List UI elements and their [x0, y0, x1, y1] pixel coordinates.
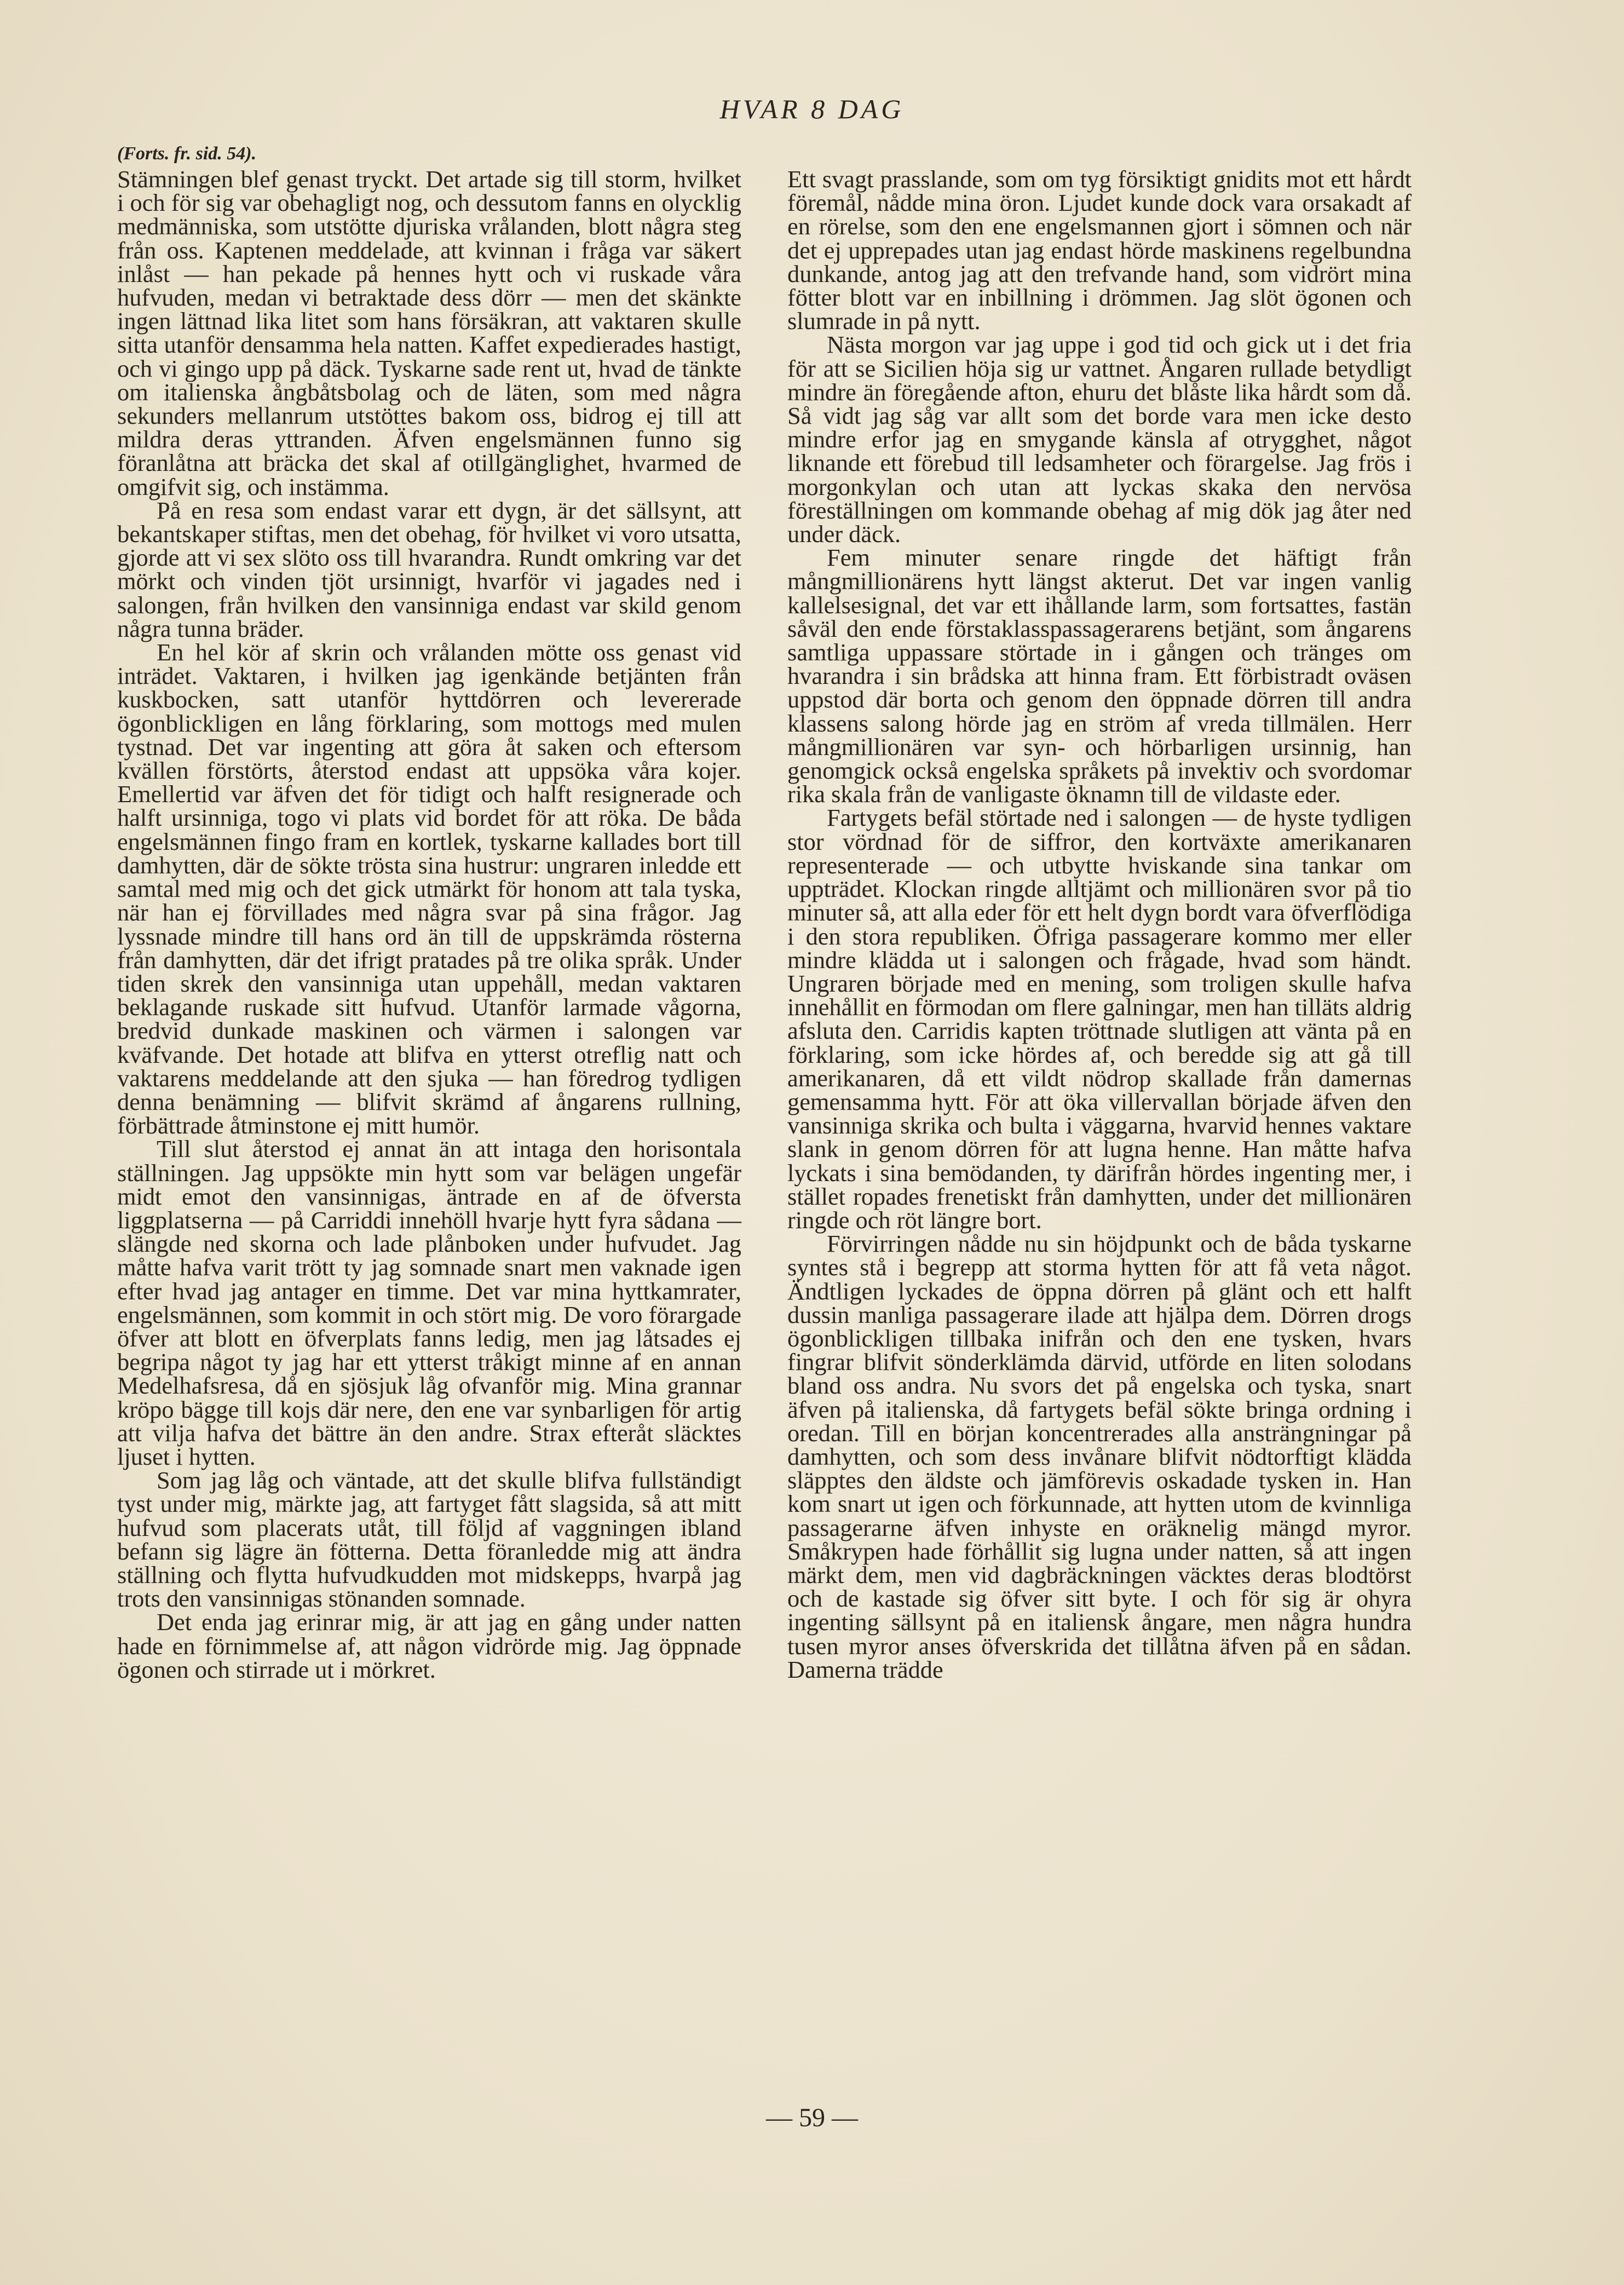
- continuation-note: (Forts. fr. sid. 54).: [117, 143, 257, 164]
- left-column: [117, 165, 741, 1683]
- page-number: — 59 —: [766, 2103, 858, 2132]
- paragraph: Ett svagt prasslande, som om tyg försiktigt gnidits mot ett hårdt föremål, nådde mina öron. Ljudet kunde dock vara orsakadt af en rörelse, som den ene engelsmannen gjort i sömnen och när det ej upprepades utan jag endast hörde maskinens regelbundna dunkande, antog jag att den trefvande hand, som vidrört mina fötter blott var en inbillning i drömmen. Jag slöt ögonen och slumrade in på nytt.: [787, 165, 1412, 335]
- paragraph: Fartygets befäl störtade ned i salongen — de hyste tydligen stor vördnad för de siffror, den kortväxte amerikanaren representerade — och utbytte hviskande sina tankar om uppträdet. Klockan ringde alltjämt och millionären svor på tio minuter så, att alla eder för ett helt dygn bordt vara öfverflödiga i den stora republiken. Öfriga passagerare kommo mer eller mindre klädda ut i salongen och frågade, hvad som händt. Ungraren började med en mening, som troligen skulle hafva innehållit en förmodan om flere galningar, men han tilläts aldrig afsluta den. Carridis kapten tröttnade slutligen att vänta på en förklaring, som icke hördes af, och beredde sig att gå till amerikanaren, då ett vildt nödrop skallade från damernas gemensamma hytt. För att öka villervallan började äfven den vansinniga skrika och bulta i väggarna, hvarvid hennes vaktare slank in genom dörren för att lugna henne. Han måtte hafva lyckats i sina bemödanden, ty därifrån hördes ingenting mer, i stället ropades frenetiskt från damhytten, under det millionären ringde och röt längre bort.: [787, 804, 1412, 1234]
- paragraph: Förvirringen nådde nu sin höjdpunkt och de båda tyskarne syntes stå i begrepp att storma hytten för att få veta något. Ändtligen lyckades de öppna dörren på glänt och ett halft dussin manliga passagerare ilade att hjälpa dem. Dörren drogs ögonblickligen tillbaka inifrån och den ene tysken, hvars fingrar blifvit sönderklämda därvid, utförde en liten solodans bland oss andra. Nu svors det på engelska och tyska, snart äfven på italienska, då fartygets befäl sökte bringa ordning i oredan. Till en början koncentrerades alla ansträngningar på damhytten, och som dess invånare blifvit nödtorftigt klädda släpptes den äldste och jämförevis oskadade tysken in. Han kom snart ut igen och förkunnade, att hytten utom de kvinnliga passagerarne äfven inhyste en oräknelig mängd myror. Småkrypen hade förhållit sig lugna under natten, så att ingen märkt dem, men vid dagbräckningen väcktes deras blodtörst och de kastade sig öfver sitt byte. I och för sig är ohyra ingenting sällsynt på en italiensk ångare, men några hundra tusen myror anses öfverskrida det tillåtna äfven på en sådan. Damerna trädde: [787, 1230, 1412, 1683]
- paragraph: Nästa morgon var jag uppe i god tid och gick ut i det fria för att se Sicilien höja sig ur vattnet. Ångaren rullade betydligt mindre än föregående afton, ehuru det blåste lika hårdt som då. Så vidt jag såg var allt som det borde vara men icke desto mindre erfor jag en smygande känsla af otrygghet, något liknande ett förebud till ledsamheter och förargelse. Jag frös i morgonkylan och utan att lyckas skaka den nervösa föreställningen om kommande obehag af mig dök jag åter ned under däck.: [787, 331, 1412, 548]
- paragraph: Till slut återstod ej annat än att intaga den horisontala ställningen. Jag uppsökte min hytt som var belägen ungefär midt emot den vansinnigas, äntrade en af de öfversta liggplatserna — på Carriddi innehöll hvarje hytt fyra sådana — slängde ned skorna och lade plånboken under hufvudet. Jag måtte hafva varit trött ty jag somnade snart men vaknade igen efter hvad jag antager en timme. Det var mina hyttkamrater, engelsmännen, som kommit in och stört mig. De voro förargade öfver att blott en öfverplats fanns ledig, men jag låtsades ej begripa något ty jag har ett ytterst tråkigt minne af en annan Medelhafsresa, då en sjösjuk låg ofvanför mig. Mina grannar kröpo bägge till kojs där nere, den ene var synbarligen för artig att vilja hafva det bättre än den andre. Strax efteråt släcktes ljuset i hytten.: [117, 1135, 741, 1470]
- paragraph: På en resa som endast varar ett dygn, är det sällsynt, att bekantskaper stiftas, men det obehag, för hvilket vi voro utsatta, gjorde att vi sex slöto oss till hvarandra. Rundt omkring var det mörkt och vinden tjöt ursinnigt, hvarför vi jagades ned i salongen, från hvilken den vansinniga endast var skild genom några tunna bräder.: [117, 496, 741, 642]
- paragraph: Som jag låg och väntade, att det skulle blifva fullständigt tyst under mig, märkte jag, att fartyget fått slagsida, så att mitt hufvud som placerats utåt, till följd af vaggningen ibland befann sig lägre än fötterna. Detta föranledde mig att ändra ställning och flytta hufvudkudden mot midskepps, hvarpå jag trots den vansinnigas stönanden somnade.: [117, 1466, 741, 1613]
- paragraph: Stämningen blef genast tryckt. Det artade sig till storm, hvilket i och för sig var obehagligt nog, och dessutom fanns en olycklig medmänniska, som utstötte djuriska vrålanden, blott några steg från oss. Kaptenen meddelade, att kvinnan i fråga var säkert inlåst — han pekade på hennes hytt och vi ruskade våra hufvuden, medan vi betraktade dess dörr — men det skänkte ingen lättnad lika litet som hans försäkran, att vaktaren skulle sitta utanför densamma hela natten. Kaffet expedierades hastigt, och vi gingo upp på däck. Tyskarne sade rent ut, hvad de tänkte om italienska ångbåtsbolag och de läten, som med några sekunders mellanrum utstöttes bakom oss, bidrog ej till att mildra deras yttranden. Äfven engelsmännen funno sig föranlåtna att bräcka det skal af otillgänglighet, hvarmed de omgifvit sig, och instämma.: [117, 165, 741, 500]
- running-title: HVAR 8 DAG: [719, 94, 905, 124]
- paragraph: Fem minuter senare ringde det häftigt från mångmillionärens hytt längst akterut. Det var ingen vanlig kallelsesignal, det var ett ihållande larm, som fortsattes, fastän såväl den ende förstaklasspassagerarens betjänt, som ångarens samtliga uppassare störtade in i gången och tränges om hvarandra i sin brådska att hinna fram. Ett förbistradt oväsen uppstod där borta och genom den öppnade dörren till andra klassens salong hörde jag en ström af vreda tillmälen. Herr mångmillionären var syn- och hörbarligen ursinnig, han genomgick också engelska språkets på invektiv och svordomar rika skala från de vanligaste öknamn till de vildaste eder.: [787, 544, 1412, 808]
- paragraph: Det enda jag erinrar mig, är att jag en gång under natten hade en förnimmelse af, att någon vidrörde mig. Jag öppnade ögonen och stirrade ut i mörkret.: [117, 1608, 741, 1683]
- paragraph: En hel kör af skrin och vrålanden mötte oss genast vid inträdet. Vaktaren, i hvilken jag igenkände betjänten från kuskbocken, satt utanför hyttdörren och levererade ögonblickligen en lång förklaring, som mottogs med mulen tystnad. Det var ingenting att göra åt saken och eftersom kvällen förstörts, återstod endast att uppsöka våra kojer. Emellertid var äfven det för tidigt och halft resignerade och halft ursinniga, togo vi plats vid bordet för att röka. De båda engelsmännen fingo fram en kortlek, tyskarne kallades bort till damhytten, där de sökte trösta sina hustrur: ungraren inledde ett samtal med mig och det gick utmärkt för honom att tala tyska, när han ej förvillades med några svar på sina frågor. Jag lyssnade mindre till hans ord än till de uppskrämda rösterna från damhytten, där det ifrigt pratades på tre olika språk. Under tiden skrek den vansinniga utan uppehåll, medan vaktaren beklagande ruskade sitt hufvud. Utanför larmade vågorna, bredvid dunkade maskinen och värmen i salongen var kväfvande. Det hotade att blifva en ytterst otreflig natt och vaktarens meddelande att den sjuka — han föredrog tydligen denna benämning — blifvit skrämd af ångarens rullning, förbättrade åtminstone ej mitt humör.: [117, 638, 741, 1139]
- right-column: [787, 165, 1412, 1683]
